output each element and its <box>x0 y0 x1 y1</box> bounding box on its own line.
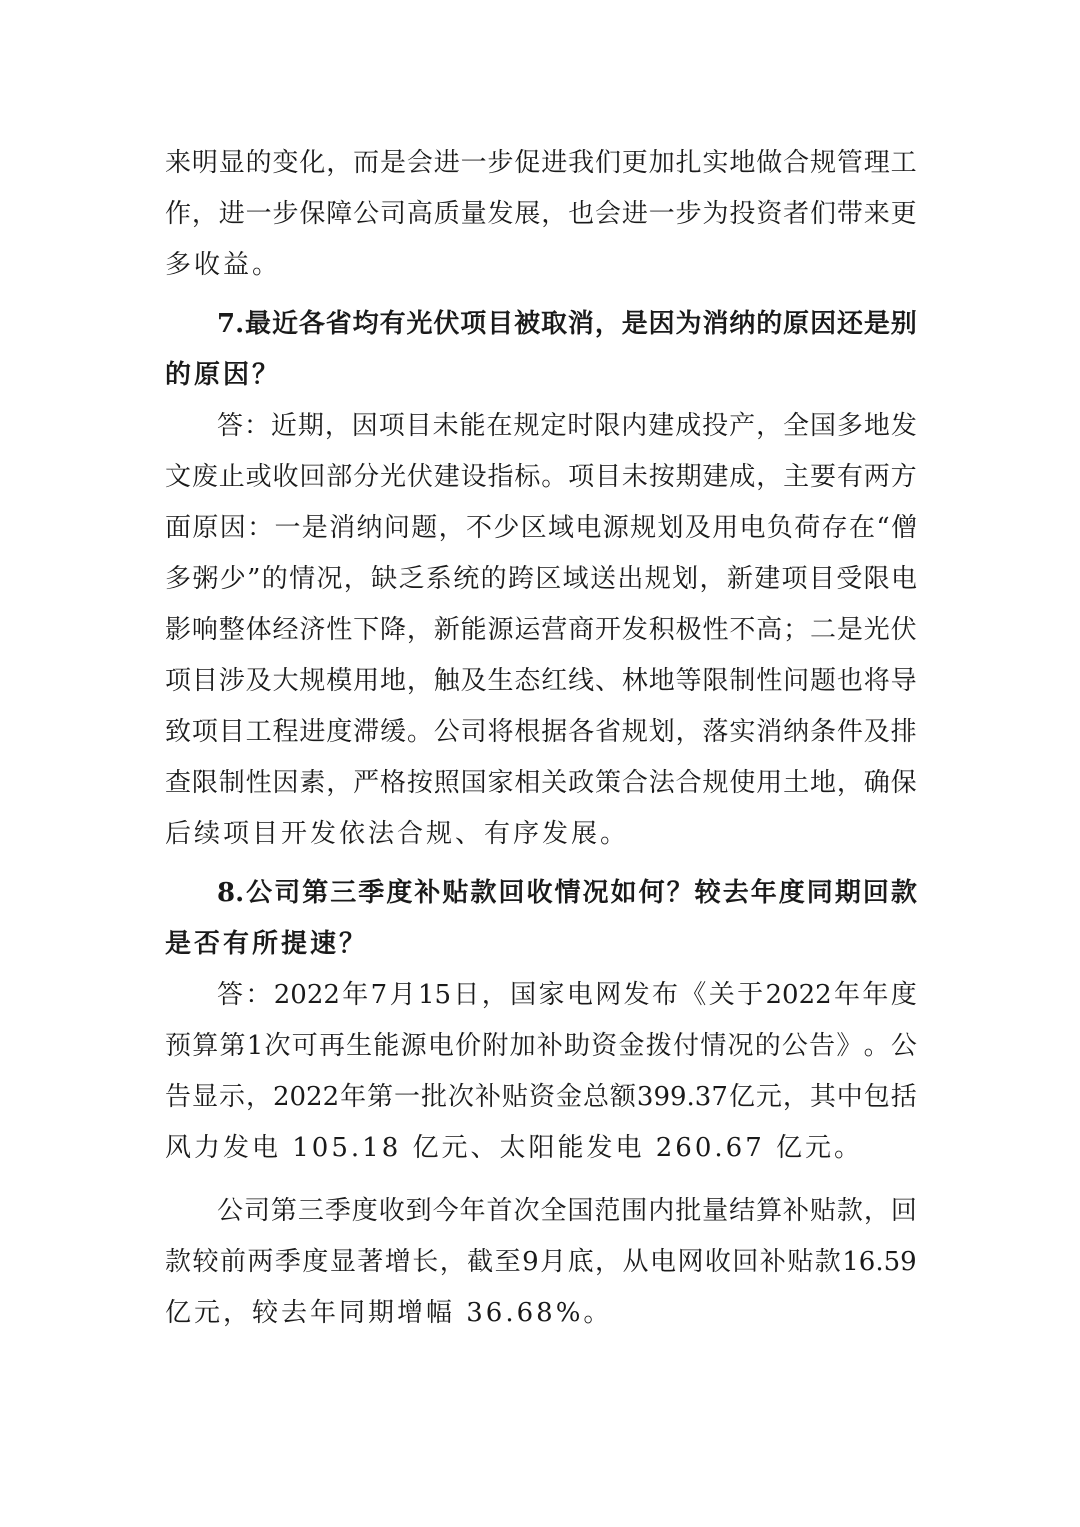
text-line: 告 显 示 ， 2022 年 第 一 批 次 补 贴 资 金 总 额 399.37 亿 元 ， 其 中 包 括 <box>165 1082 917 1112</box>
text-line: 预 算 第 1 次 可 再 生 能 源 电 价 附 加 补 助 资 金 拨 付 情 况 的 公 告 》 。 公 <box>165 1031 917 1061</box>
text-line: 7. 最 近 各 省 均 有 光 伏 项 目 被 取 消 ， 是 因 为 消 纳 的 原 因 还 是 别 <box>217 309 917 339</box>
text-line: 是否有所提速？ <box>165 929 369 959</box>
text-line: 文 废 止 或 收 回 部 分 光 伏 建 设 指 标 。 项 目 未 按 期 建 成 ， 主 要 有 两 方 <box>165 462 917 492</box>
text-line: 来 明 显 的 变 化 ， 而 是 会 进 一 步 促 进 我 们 更 加 扎 实 地 做 合 规 管 理 工 <box>165 148 917 178</box>
text-line: 影 响 整 体 经 济 性 下 降 ， 新 能 源 运 营 商 开 发 积 极 性 不 高 ； 二 是 光 伏 <box>165 615 917 645</box>
text-line: 答 ： 近 期 ， 因 项 目 未 能 在 规 定 时 限 内 建 成 投 产 ， 全 国 多 地 发 <box>217 411 917 441</box>
text-line: 致 项 目 工 程 进 度 滞 缓 。 公 司 将 根 据 各 省 规 划 ， 落 实 消 纳 条 件 及 排 <box>165 717 917 747</box>
text-line: 亿元，较去年同期增幅 36.68%。 <box>165 1298 613 1328</box>
text-line: 风力发电 105.18 亿元、太阳能发电 260.67 亿元。 <box>165 1133 864 1163</box>
text-line: 8. 公 司 第 三 季 度 补 贴 款 回 收 情 况 如 何 ？ 较 去 年 度 同 期 回 款 <box>217 878 917 908</box>
text-line: 查 限 制 性 因 素 ， 严 格 按 照 国 家 相 关 政 策 合 法 合 规 使 用 土 地 ， 确 保 <box>165 768 917 798</box>
text-line: 公 司 第 三 季 度 收 到 今 年 首 次 全 国 范 围 内 批 量 结 算 补 贴 款 ， 回 <box>217 1196 917 1226</box>
text-line: 面 原 因 ： 一 是 消 纳 问 题 ， 不 少 区 域 电 源 规 划 及 用 电 负 荷 存 在 “ 僧 <box>165 513 917 543</box>
text-line: 答 ： 2022 年 7 月 15 日 ， 国 家 电 网 发 布 《 关 于 2022 年 年 度 <box>217 980 917 1010</box>
text-line: 的原因？ <box>165 360 282 390</box>
text-line: 多 粥 少 ” 的 情 况 ， 缺 乏 系 统 的 跨 区 域 送 出 规 划 ， 新 建 项 目 受 限 电 <box>165 564 917 594</box>
document-page <box>165 138 917 1339</box>
text-line: 多收益。 <box>165 250 282 280</box>
text-line: 后续项目开发依法合规、有序发展。 <box>165 819 630 849</box>
text-line: 项 目 涉 及 大 规 模 用 地 ， 触 及 生 态 红 线 、 林 地 等 限 制 性 问 题 也 将 导 <box>165 666 917 696</box>
text-line: 款 较 前 两 季 度 显 著 增 长 ， 截 至 9 月 底 ， 从 电 网 收 回 补 贴 款 16.59 <box>165 1247 917 1277</box>
text-line: 作 ， 进 一 步 保 障 公 司 高 质 量 发 展 ， 也 会 进 一 步 为 投 资 者 们 带 来 更 <box>165 199 917 229</box>
